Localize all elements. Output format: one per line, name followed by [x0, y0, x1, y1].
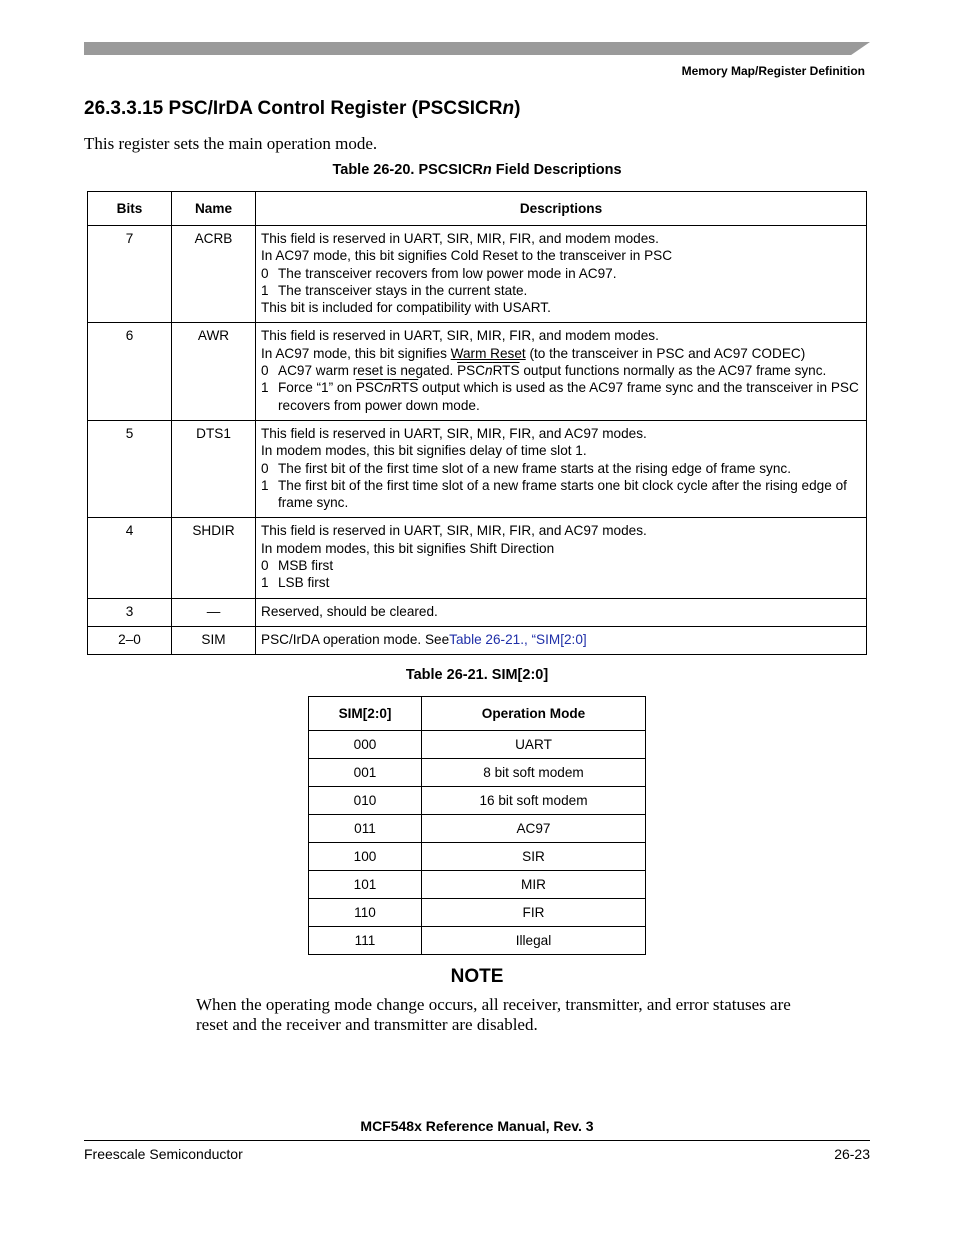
intro-paragraph: This register sets the main operation mode. [84, 134, 378, 153]
description-cell: This field is reserved in UART, SIR, MIR, FIR, and modem modes. In AC97 mode, this bit signifies Cold Reset to the transceiver in PSC 0 The transceiver recovers from low power mode in AC97. 1 The transceiver stays in the current state. This bit is included for compatibility with USART. [256, 226, 867, 323]
list-item: 1 The first bit of the first time slot of a new frame starts one bit clock cycle after the rising edge of frame sync. [261, 477, 847, 511]
list-item: 0 MSB first [261, 558, 334, 574]
sim-modes-table [308, 696, 646, 955]
table-row [88, 598, 867, 626]
table-caption: Table 26-21. SIM[2:0] [405, 667, 549, 683]
table-row: 001 8 bit soft modem [309, 759, 646, 787]
footer-company: Freescale Semiconductor [84, 1146, 243, 1162]
table-row: 110 FIR [309, 899, 646, 927]
table-row: 000 UART [309, 731, 646, 759]
section-title: 26.3.3.15 PSC/IrDA Control Register (PSCSICRn) [84, 98, 521, 119]
name-cell: AWR [172, 323, 256, 420]
page-number: 26-23 [834, 1146, 870, 1162]
table-cross-reference-link[interactable]: Table 26-21., “SIM[2:0] [449, 631, 587, 647]
description-cell: PSC/IrDA operation mode. SeeTable 26-21., “SIM[2:0] [256, 626, 867, 654]
bits-cell: 7 [88, 226, 172, 323]
table-row [88, 323, 867, 420]
note-title: NOTE [450, 966, 504, 987]
list-item: 0 The first bit of the first time slot of a new frame starts at the rising edge of frame sync. [261, 460, 791, 476]
table-row [88, 226, 867, 323]
name-cell: SIM [172, 626, 256, 654]
list-item: 0 AC97 warm reset is negated. PSCnRTS output functions normally as the AC97 frame sync. [261, 363, 827, 379]
list-item: 0 The transceiver recovers from low power mode in AC97. [261, 265, 617, 281]
list-item: 1 LSB first [261, 575, 330, 591]
footer-divider [84, 1140, 870, 1141]
field-descriptions-table [87, 191, 867, 655]
list-item: 1 Force “1” on PSCnRTS output which is used as the AC97 frame sync and the transceiver in PSC recovers from power down mode. [261, 380, 859, 413]
table-row: 010 16 bit soft modem [309, 787, 646, 815]
table-row: 111 Illegal [309, 927, 646, 955]
table-row [88, 518, 867, 598]
table-row: 101 MIR [309, 871, 646, 899]
name-cell: — [172, 598, 256, 626]
bits-cell: 5 [88, 420, 172, 517]
column-header: Operation Mode [422, 697, 646, 731]
column-header: SIM[2:0] [309, 697, 422, 731]
table-header-row [309, 697, 646, 731]
bits-cell: 6 [88, 323, 172, 420]
list-item: 1 The transceiver stays in the current state. [261, 282, 528, 298]
column-header: Bits [88, 192, 172, 226]
description-cell: This field is reserved in UART, SIR, MIR, FIR, and modem modes. In AC97 mode, this bit signifies Warm Reset (to the transceiver in PSC and AC97 CODEC) 0 AC97 warm reset is negated. PSCnRTS output functions normally as the AC97 frame sync. 1 Force “1” on PSCnRTS output which is used as the AC97 frame sync and the transceiver in PSC recovers from power down mode. [256, 323, 867, 420]
table-row: 011 AC97 [309, 815, 646, 843]
column-header: Descriptions [256, 192, 867, 226]
bits-cell: 2–0 [88, 626, 172, 654]
name-cell: ACRB [172, 226, 256, 323]
table-row [88, 626, 867, 654]
table-header-row [88, 192, 867, 226]
description-cell: This field is reserved in UART, SIR, MIR, FIR, and AC97 modes. In modem modes, this bit signifies Shift Direction 0 MSB first 1 LSB first [256, 518, 867, 598]
description-cell: This field is reserved in UART, SIR, MIR, FIR, and AC97 modes. In modem modes, this bit signifies delay of time slot 1. 0 The first bit of the first time slot of a new frame starts at the rising edge of frame sync. 1 The first bit of the first time slot of a new frame starts one bit clock cycle after the rising edge of frame sync. [256, 420, 867, 517]
table-caption: Table 26-20. PSCSICRn Field Descriptions [332, 162, 622, 178]
name-cell: SHDIR [172, 518, 256, 598]
description-cell: Reserved, should be cleared. [256, 598, 867, 626]
name-cell: DTS1 [172, 420, 256, 517]
running-header: Memory Map/Register Definition [681, 64, 865, 78]
footer-manual-title: MCF548x Reference Manual, Rev. 3 [360, 1118, 594, 1134]
note-body: When the operating mode change occurs, all receiver, transmitter, and error statuses are reset and the receiver and transmitter are disabled. [196, 995, 791, 1034]
column-header: Name [172, 192, 256, 226]
bits-cell: 4 [88, 518, 172, 598]
signal-name: PSCnRTS [355, 380, 419, 396]
table-row: 100 SIR [309, 843, 646, 871]
header-decoration-bar [84, 42, 870, 55]
signal-name: PSCnRTS [457, 363, 520, 379]
bits-cell: 3 [88, 598, 172, 626]
table-row [88, 420, 867, 517]
